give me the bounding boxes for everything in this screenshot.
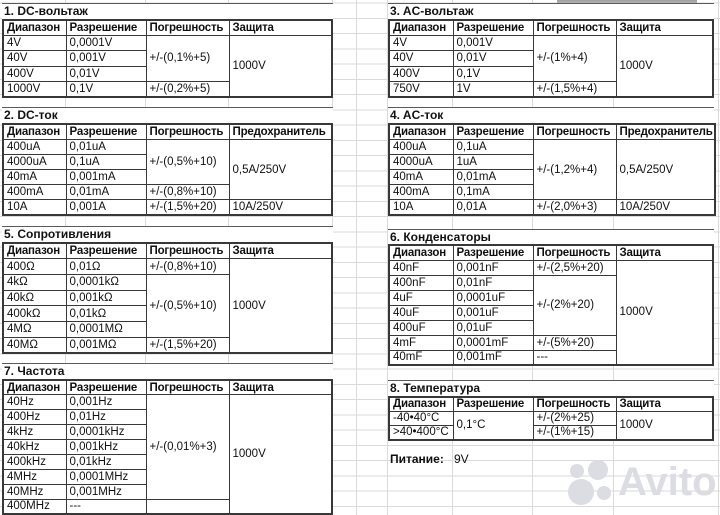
table-cell: 0,1uA <box>66 154 146 169</box>
table-cell: 0,001Hz <box>66 395 146 410</box>
spec-table <box>2 19 333 98</box>
column-header: Погрешность <box>533 20 616 35</box>
spec-table <box>2 123 333 216</box>
spec-table <box>388 123 716 216</box>
table-cell: +/-(2,5%+20) <box>533 260 616 275</box>
column-header: Разрешение <box>66 124 146 139</box>
avito-logo-icon <box>566 458 614 506</box>
table-cell: 0,001V <box>453 35 533 50</box>
column-header: Разрешение <box>453 245 533 260</box>
table-row <box>3 200 332 215</box>
table-cell: 4000uA <box>3 154 66 169</box>
column-header: Защита <box>229 20 332 35</box>
table-row <box>389 200 715 215</box>
table-cell: 0,0001V <box>66 35 146 50</box>
table-row <box>3 395 332 410</box>
table-cell: 0,0001uF <box>453 290 533 305</box>
table-cell: 0,01Hz <box>66 410 146 425</box>
column-header: Погрешность <box>146 380 229 395</box>
column-header: Разрешение <box>453 124 533 139</box>
table-cell: 750V <box>389 82 453 97</box>
table-title: 3. AC-вольтаж <box>388 3 714 19</box>
table-cell: 400Ω <box>3 259 66 275</box>
table-cell: --- <box>533 350 616 365</box>
table-cell: 1000V <box>616 411 713 440</box>
column-header: Диапазон <box>389 124 453 139</box>
table-cell: +/-(1,5%+4) <box>533 82 616 97</box>
column-header: Разрешение <box>453 20 533 35</box>
table-cell: 0,0001MΩ <box>66 321 146 337</box>
column-header: Погрешность <box>533 124 616 139</box>
table-cell: 40kHz <box>3 440 66 455</box>
table-cell: +/-(0,2%+5) <box>146 82 229 97</box>
table-ac-current <box>388 107 716 216</box>
table-cell: 40mF <box>389 350 453 365</box>
table-cell: 10A/250V <box>229 200 332 215</box>
table-cell: 40MHz <box>3 484 66 499</box>
avito-watermark <box>566 458 717 506</box>
power-label: Питание: <box>390 452 444 466</box>
table-title: 5. Сопротивления <box>2 226 333 242</box>
table-cell: +/-(0,5%+10) <box>146 139 229 185</box>
table-title: 2. DC-ток <box>2 107 333 123</box>
table-cell: +/-(1,5%+20) <box>146 337 229 353</box>
column-header: Диапазон <box>389 397 453 411</box>
table-row <box>389 35 713 50</box>
table-cell: 40mA <box>389 170 453 185</box>
table-cell: 40uF <box>389 305 453 320</box>
table-dc-voltage <box>2 3 333 98</box>
table-cell: 40V <box>3 51 66 66</box>
table-cell: 40kΩ <box>3 290 66 306</box>
table-cell: 0,001MHz <box>66 484 146 499</box>
table-cell <box>146 499 229 514</box>
table-cell: +/-(1%+15) <box>533 426 616 440</box>
table-cell: 0,01uA <box>66 139 146 154</box>
table-cell: 0,001mA <box>66 170 146 185</box>
table-cell: +/-(1%+4) <box>533 35 616 81</box>
table-cell: 400kHz <box>3 454 66 469</box>
table-cell: 0,01A <box>453 200 533 215</box>
column-header: Диапазон <box>3 380 66 395</box>
column-header: Диапазон <box>3 243 66 259</box>
table-cell: 0,1V <box>66 82 146 97</box>
table-cell: 0,01kΩ <box>66 306 146 322</box>
column-header: Погрешность <box>146 20 229 35</box>
table-cell: 400mA <box>3 185 66 200</box>
table-cell: --- <box>66 499 146 514</box>
table-cell: 40V <box>389 51 453 66</box>
table-cell: +/-(0,8%+10) <box>146 185 229 200</box>
table-cell: 0,001kΩ <box>66 290 146 306</box>
table-ac-voltage <box>388 3 714 98</box>
table-cell: 0,001kHz <box>66 440 146 455</box>
spec-table <box>388 19 714 98</box>
column-header: Разрешение <box>453 397 533 411</box>
table-temperature <box>388 380 714 441</box>
spec-table <box>2 242 333 354</box>
table-cell: 40Hz <box>3 395 66 410</box>
table-cell: 0,001nF <box>453 260 533 275</box>
table-cell: +/-(2%+25) <box>533 411 616 425</box>
table-cell: 0,0001kΩ <box>66 274 146 290</box>
table-cell: 0,5A/250V <box>616 139 715 200</box>
table-cell: 1000V <box>616 35 713 97</box>
table-cell: 400V <box>389 66 453 81</box>
table-dc-current <box>2 107 333 216</box>
column-header: Диапазон <box>3 124 66 139</box>
table-cell: 4kΩ <box>3 274 66 290</box>
table-cell: +/-(0,01%+3) <box>146 395 229 499</box>
column-header: Диапазон <box>3 20 66 35</box>
table-cell: +/-(1,5%+20) <box>146 200 229 215</box>
table-cell: 10A/250V <box>616 200 715 215</box>
table-cell: 4uF <box>389 290 453 305</box>
spec-table <box>388 396 714 441</box>
table-cell: 400V <box>3 66 66 81</box>
column-header: Предохранитель <box>229 124 332 139</box>
table-row <box>3 259 332 275</box>
table-title: 6. Конденсаторы <box>388 229 714 244</box>
column-header: Защита <box>616 397 713 411</box>
table-row <box>389 411 713 425</box>
table-cell: 4V <box>389 35 453 50</box>
table-cell: 1uA <box>453 154 533 169</box>
table-cell: 4MΩ <box>3 321 66 337</box>
table-cell: 4kHz <box>3 425 66 440</box>
table-cell: 400uF <box>389 320 453 335</box>
table-cell: 10A <box>389 200 453 215</box>
table-cell: 0,1°C <box>453 411 533 440</box>
table-cell: 0,1mA <box>453 185 533 200</box>
table-cell: 10A <box>3 200 66 215</box>
column-header: Диапазон <box>389 245 453 260</box>
table-cell: 0,1V <box>453 66 533 81</box>
spec-table <box>388 244 714 366</box>
table-cell: +/-(0,5%+10) <box>146 274 229 337</box>
table-cell: 0,1uA <box>453 139 533 154</box>
grid-line <box>718 0 719 515</box>
table-title: 1. DC-вольтаж <box>2 3 333 19</box>
table-cell: 40MΩ <box>3 337 66 353</box>
table-title: 7. Частота <box>2 363 333 379</box>
table-cell: 1000V <box>3 82 66 97</box>
table-cell: 1000V <box>229 35 332 97</box>
table-cell: 0,0001mF <box>453 335 533 350</box>
table-cell: 1V <box>453 82 533 97</box>
column-header: Разрешение <box>66 20 146 35</box>
table-cell: 400uA <box>389 139 453 154</box>
table-cell: 400mA <box>389 185 453 200</box>
table-cell: 0,01V <box>66 66 146 81</box>
power-row <box>390 452 469 466</box>
table-cell: 1000V <box>616 260 713 365</box>
table-cell: 1000V <box>229 259 332 353</box>
spec-table <box>2 379 333 515</box>
column-header: Погрешность <box>533 397 616 411</box>
table-cell: 0,01nF <box>453 275 533 290</box>
table-cell: 400MHz <box>3 499 66 514</box>
table-row <box>389 139 715 154</box>
table-cell: 0,0001MHz <box>66 469 146 484</box>
table-cell: 1000V <box>229 395 332 514</box>
column-header: Погрешность <box>533 245 616 260</box>
column-header: Защита <box>616 245 713 260</box>
watermark-text: Avito <box>618 459 717 504</box>
table-cell: 0,01mA <box>66 185 146 200</box>
table-cell: 0,5A/250V <box>229 139 332 200</box>
table-cell: +/-(2%+20) <box>533 275 616 335</box>
column-header: Диапазон <box>389 20 453 35</box>
table-cell: 0,001V <box>66 51 146 66</box>
column-header: Защита <box>229 243 332 259</box>
column-header: Предохранитель <box>616 124 715 139</box>
table-cell: +/-(1,2%+4) <box>533 139 616 200</box>
table-cell: 400Hz <box>3 410 66 425</box>
table-cell: 400nF <box>389 275 453 290</box>
table-cell: +/-(5%+20) <box>533 335 616 350</box>
column-header: Разрешение <box>66 243 146 259</box>
power-value: 9V <box>454 452 469 466</box>
table-cell: 0,001MΩ <box>66 337 146 353</box>
table-cell: 0,001A <box>66 200 146 215</box>
table-cell: 0,01V <box>453 51 533 66</box>
table-cell: 0,01uF <box>453 320 533 335</box>
column-header: Защита <box>616 20 713 35</box>
table-cell: 0,0001kHz <box>66 425 146 440</box>
table-cell: 40nF <box>389 260 453 275</box>
table-cell: 0,001uF <box>453 305 533 320</box>
table-resistance <box>2 226 333 354</box>
table-cell: 0,001mF <box>453 350 533 365</box>
table-cell: 4000uA <box>389 154 453 169</box>
table-cell: +/-(0,8%+10) <box>146 259 229 275</box>
table-cell: 0,01Ω <box>66 259 146 275</box>
table-row <box>389 260 713 275</box>
table-title: 4. AC-ток <box>388 107 714 123</box>
table-cell: 0,01kHz <box>66 454 146 469</box>
column-header: Погрешность <box>146 124 229 139</box>
table-capacitance <box>388 229 714 366</box>
table-cell: 4MHz <box>3 469 66 484</box>
table-cell: 0,01mA <box>453 170 533 185</box>
table-cell: +/-(2,0%+3) <box>533 200 616 215</box>
table-cell: 400uA <box>3 139 66 154</box>
column-header: Защита <box>229 380 332 395</box>
column-header: Погрешность <box>146 243 229 259</box>
table-cell: >40•400°C <box>389 426 453 440</box>
table-row <box>3 35 332 50</box>
table-cell: 400kΩ <box>3 306 66 322</box>
table-cell: 4V <box>3 35 66 50</box>
table-cell: -40•40°C <box>389 411 453 425</box>
table-cell: 4mF <box>389 335 453 350</box>
table-title: 8. Температура <box>388 380 714 396</box>
table-frequency <box>2 363 333 515</box>
column-header: Разрешение <box>66 380 146 395</box>
table-cell: 40mA <box>3 170 66 185</box>
table-cell: +/-(0,1%+5) <box>146 35 229 81</box>
table-row <box>3 139 332 154</box>
grid-line <box>356 0 357 515</box>
